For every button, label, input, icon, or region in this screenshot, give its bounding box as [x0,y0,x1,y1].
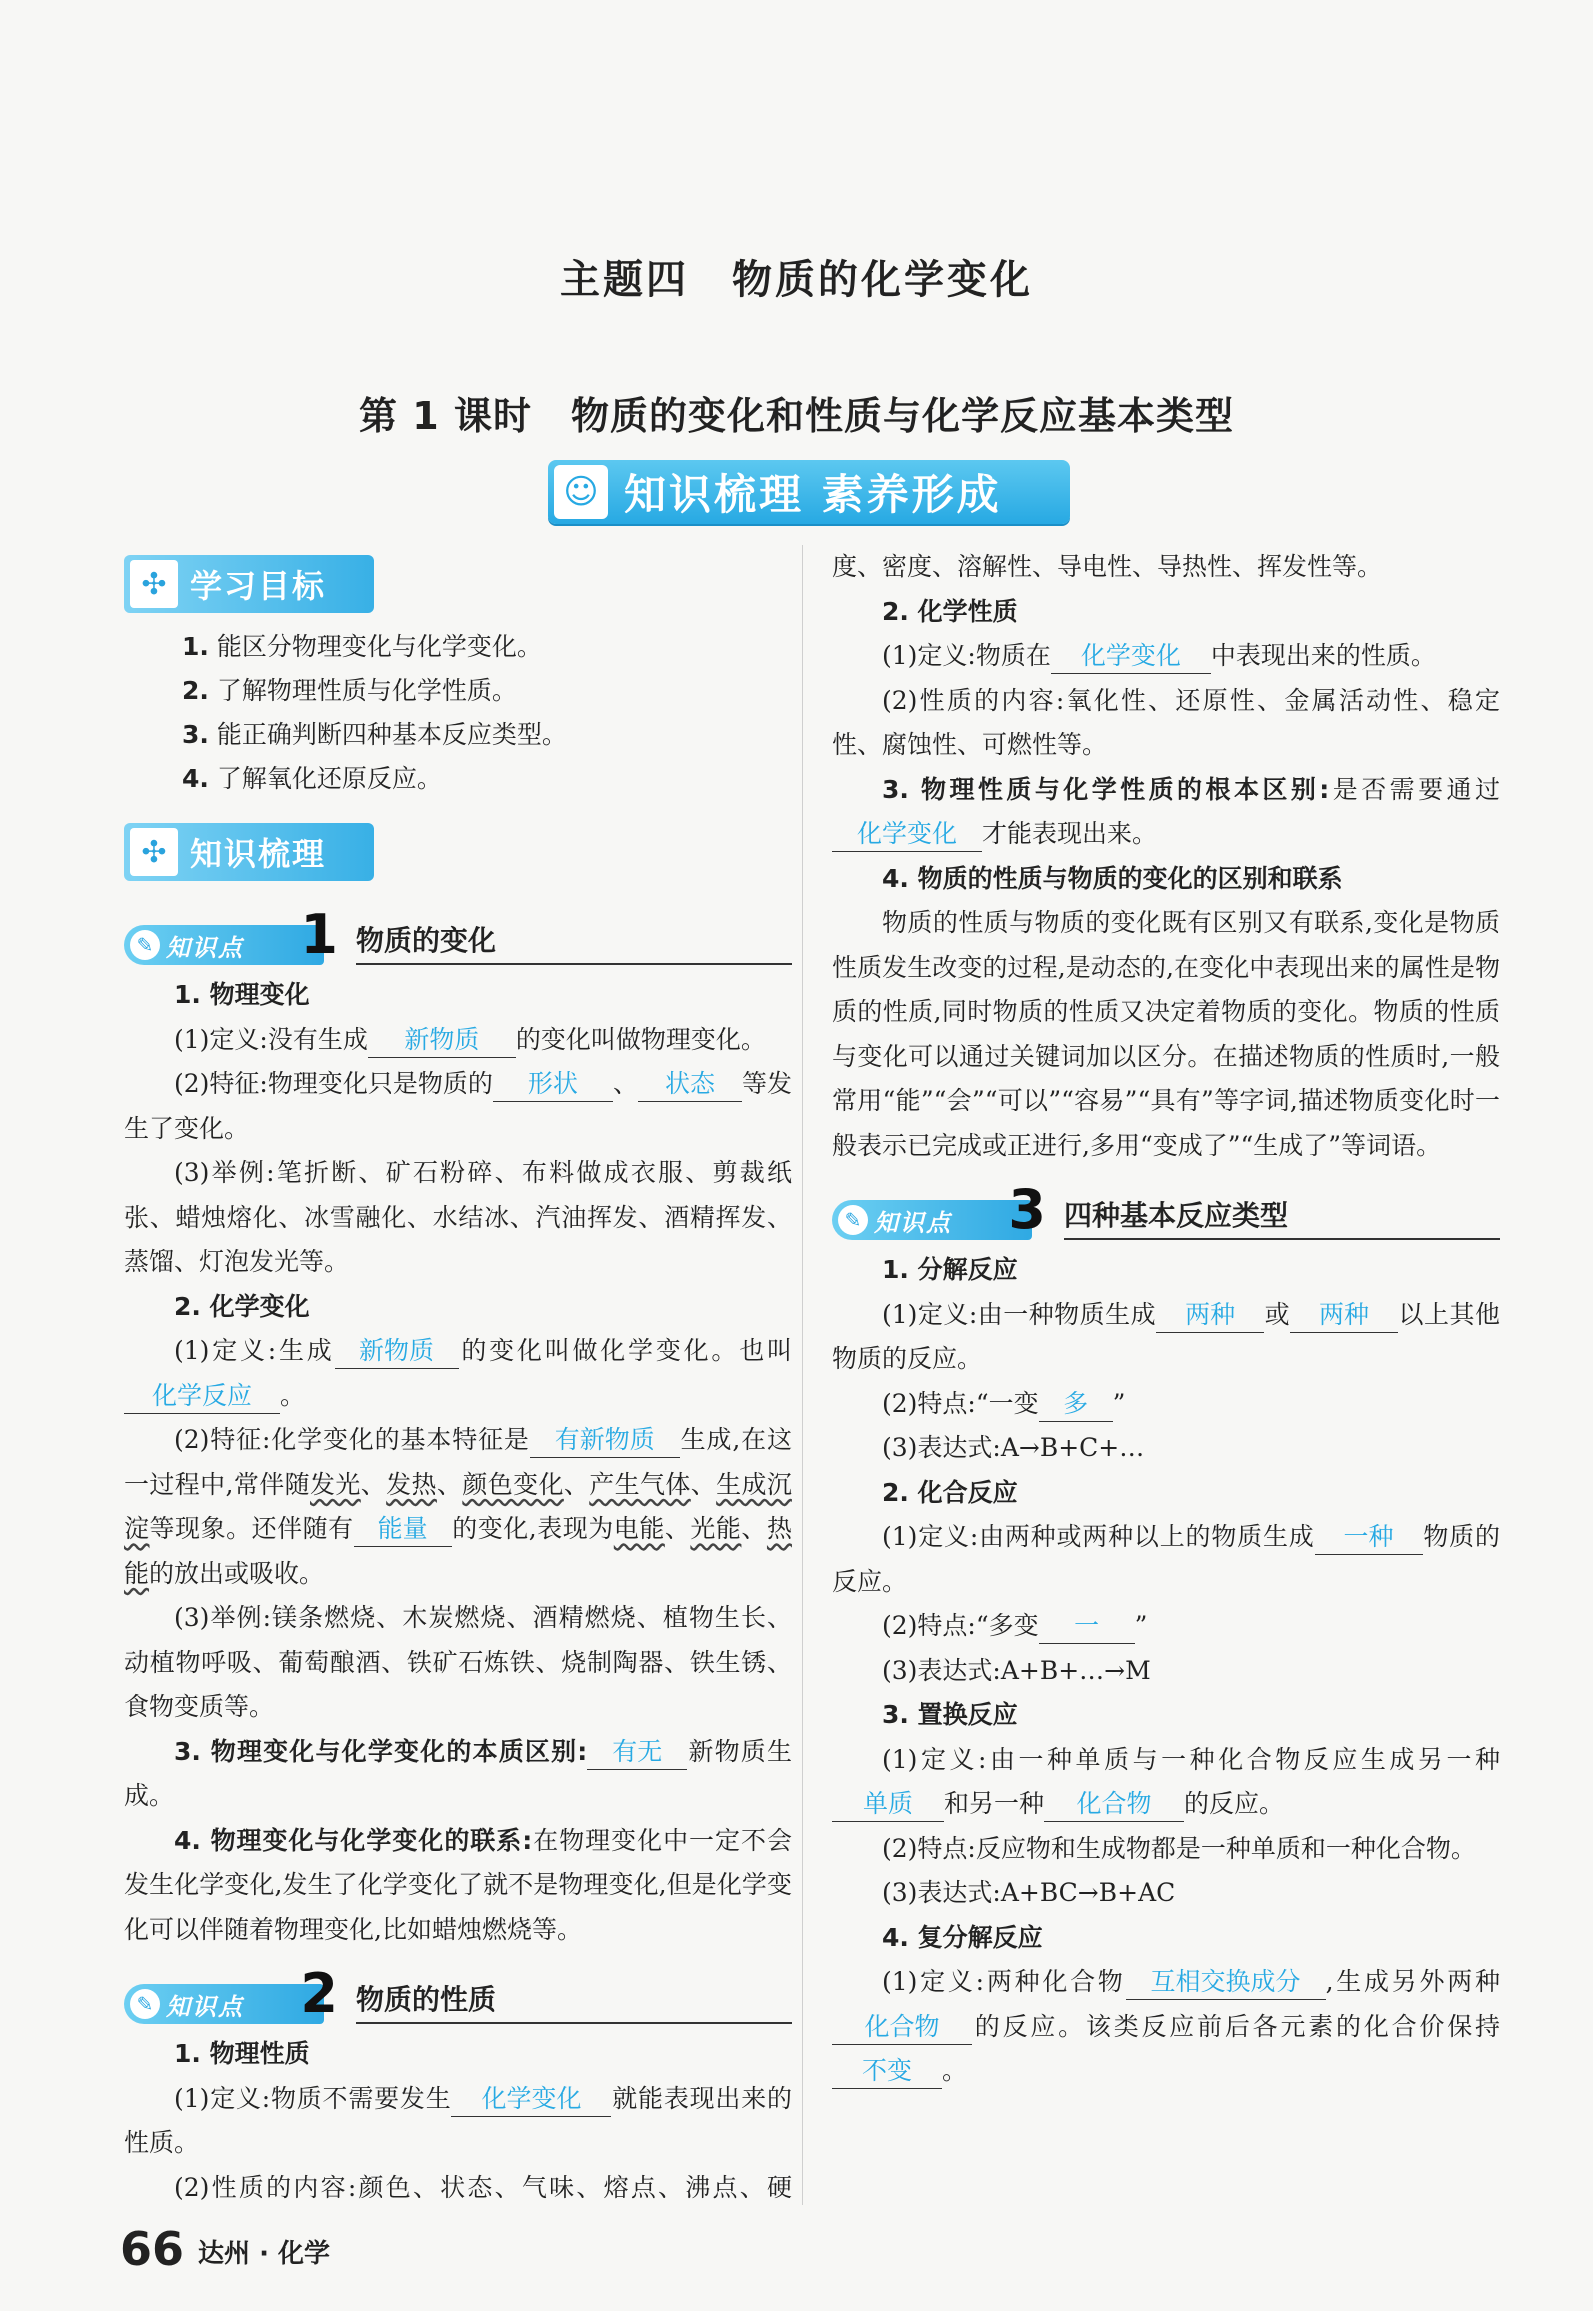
paragraph: 3. 物理变化与化学变化的本质区别: 有无 新物质生成。 [124,1736,792,1810]
paragraph: (1)定义:物质不需要发生 化学变化 就能表现出来的性质。 [124,2083,792,2157]
kp3-title: 四种基本反应类型 [1064,1194,1500,1240]
paragraph: (1)定义:生成 新物质 的变化叫做化学变化。也叫化学反应 。 [124,1329,792,1418]
goals-label: 学习目标 [190,567,327,605]
knowledge-point-3: ✎ 知识点 3 四种基本反应类型 [832,1186,1500,1240]
heading: 4. 物质的性质与物质的变化的区别和联系 [882,863,1343,893]
answer-blank: 能量 [354,1512,452,1547]
banner-text: 知识梳理 素养形成 [624,470,1002,519]
paragraph: (1)定义:由一种单质与一种化合物反应生成另一种单质 和另一种 化合物 的反应。 [832,1738,1500,1827]
reading-person-icon: ☺ [554,465,608,519]
main-title: 主题四 物质的化学变化 [560,257,1033,303]
paragraph: (2)特点:“一变 多 ” [832,1382,1500,1427]
page-number: 66 [120,2222,185,2276]
paragraph: (1)定义:物质在 化学变化 中表现出来的性质。 [832,634,1500,679]
left-column [124,545,792,2210]
paragraph-continuation: 度、密度、溶解性、导电性、导热性、挥发性等。 [832,552,1383,581]
answer-blank: 有无 [587,1735,687,1770]
paragraph: (3)表达式:A→B+C+… [882,1433,1145,1462]
arrows-icon: ✣ [130,560,178,608]
heading: 2. 化合反应 [882,1477,1018,1507]
paragraph: (3)表达式:A+BC→B+AC [882,1878,1176,1907]
answer-blank: 化合物 [1044,1787,1184,1822]
paragraph: (3)表达式:A+B+…→M [882,1655,1151,1685]
paragraph: (2)特征:化学变化的基本特征是 有新物质 生成,在这一过程中,常伴随发光、发热、颜色变化、产生气体、生成沉淀等现象。还伴随有 能量 的变化,表现为电能、光能、热能的放出或吸收。 [124,1425,792,1588]
heading: 2. 化学变化 [174,1291,310,1321]
answer-blank: 化学变化 [832,817,982,852]
answer-blank: 多 [1039,1387,1113,1422]
paragraph: (1)定义:没有生成 新物质 的变化叫做物理变化。 [124,1018,792,1063]
knowledge-label: 知识梳理 [190,835,327,873]
heading: 1. 分解反应 [882,1255,1018,1284]
paragraph: (1)定义:两种化合物 互相交换成分 ,生成另外两种化合物 的反应。该类反应前后各元素的化合价保持不变 。 [832,1960,1500,2094]
column-divider [802,545,803,2205]
paragraph: (2)特点:反应物和生成物都是一种单质和一种化合物。 [882,1833,1476,1863]
knowledge-point-1: ✎ 知识点 1 物质的变化 [124,911,792,965]
goal-item: 2. 了解物理性质与化学性质。 [182,676,517,705]
paragraph: 物质的性质与物质的变化既有区别又有联系,变化是物质性质发生改变的过程,是动态的,在变化中表现出来的属性是物质的性质,同时物质的性质又决定着物质的变化。物质的性质与变化可以通过关键词加以区分。在描述物质的性质时,一般常用“能”“会”“可以”“容易”“具有”等字词,描述物质变化时一般表示已完成或正进行,多用“变成了”“生成了”等词语。 [832,908,1500,1160]
paragraph: (3)举例:镁条燃烧、木炭燃烧、酒精燃烧、植物生长、动植物呼吸、葡萄酿酒、铁矿石炼铁、烧制陶器、铁生锈、食物变质等。 [124,1603,792,1721]
heading: 3. 置换反应 [882,1700,1018,1729]
answer-blank: 互相交换成分 [1126,1965,1326,2000]
paragraph: 3. 物理性质与化学性质的根本区别:是否需要通过化学变化 才能表现出来。 [832,768,1500,857]
section-banner [548,460,1070,524]
lesson-title: 第 1 课时 物质的变化和性质与化学反应基本类型 [359,394,1234,438]
answer-blank: 一 [1039,1609,1135,1644]
footer-text: 达州 · 化学 [198,2239,330,2269]
answer-blank: 有新物质 [530,1423,680,1458]
paragraph: (2)特点:“多变 一 ” [832,1604,1500,1649]
answer-blank: 不变 [832,2054,942,2089]
paragraph: (2)性质的内容:氧化性、还原性、金属活动性、稳定性、腐蚀性、可燃性等。 [832,685,1500,759]
answer-blank: 一种 [1315,1520,1423,1555]
arrows-icon: ✣ [130,828,178,876]
pen-icon: ✎ [130,930,160,960]
kp1-title: 物质的变化 [356,919,792,965]
heading: 2. 化学性质 [882,596,1018,626]
heading: 1. 物理变化 [174,980,310,1009]
answer-blank: 形状 [493,1067,613,1102]
page-footer [120,2222,330,2276]
right-column [832,545,1500,2094]
goals-badge [124,555,374,613]
answer-blank: 单质 [832,1787,944,1822]
answer-blank: 化合物 [832,2010,972,2045]
kp2-title: 物质的性质 [356,1978,792,2024]
paragraph: (2)性质的内容:颜色、状态、气味、熔点、沸点、硬 [174,2172,792,2202]
heading: 4. 复分解反应 [882,1922,1043,1952]
paragraph: (1)定义:由两种或两种以上的物质生成 一种 物质的反应。 [832,1522,1500,1596]
answer-blank: 两种 [1290,1298,1398,1333]
paragraph: (1)定义:由一种物质生成 两种 或 两种 以上其他物质的反应。 [832,1299,1500,1373]
answer-blank: 化学变化 [451,2082,611,2117]
paragraph: (3)举例:笔折断、矿石粉碎、布料做成衣服、剪裁纸张、蜡烛熔化、冰雪融化、水结冰、汽油挥发、酒精挥发、蒸馏、灯泡发光等。 [124,1158,792,1276]
goal-item: 4. 了解氧化还原反应。 [182,764,442,793]
knowledge-point-2: ✎ 知识点 2 物质的性质 [124,1970,792,2024]
answer-blank: 新物质 [368,1023,516,1058]
pen-icon: ✎ [838,1205,868,1235]
paragraph: (2)特征:物理变化只是物质的 形状 、 状态 等发生了变化。 [124,1069,792,1143]
pen-icon: ✎ [130,1989,160,2019]
answer-blank: 化学变化 [1051,639,1211,674]
goal-item: 1. 能区分物理变化与化学变化。 [182,632,542,661]
answer-blank: 新物质 [335,1334,459,1369]
answer-blank: 状态 [638,1067,742,1102]
answer-blank: 化学反应 [124,1379,280,1414]
knowledge-badge [124,823,374,881]
goal-item: 3. 能正确判断四种基本反应类型。 [182,720,567,749]
heading: 1. 物理性质 [174,2039,310,2068]
answer-blank: 两种 [1156,1298,1264,1333]
paragraph: 4. 物理变化与化学变化的联系:在物理变化中一定不会发生化学变化,发生了化学变化了就不是物理变化,但是化学变化可以伴随着物理变化,比如蜡烛燃烧等。 [124,1825,792,1944]
